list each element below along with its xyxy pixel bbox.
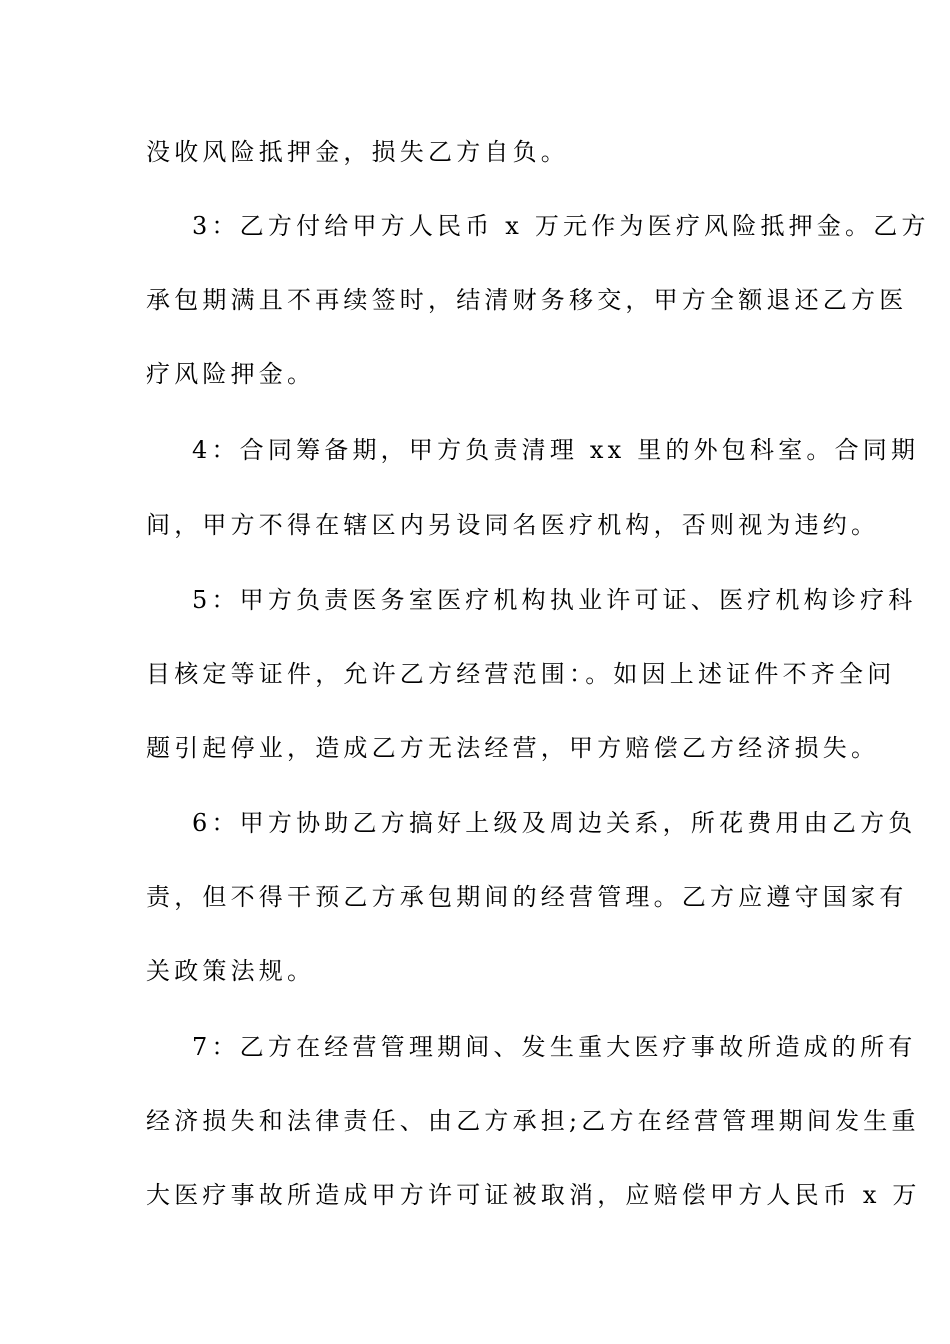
clause-5-line-3: 题引起停业，造成乙方无法经营，甲方赔偿乙方经济损失。 (146, 734, 880, 762)
clause-5-line-1: 5：甲方负责医务室医疗机构执业许可证、医疗机构诊疗科 (192, 586, 917, 614)
clause-6-line-2: 责，但不得干预乙方承包期间的经营管理。乙方应遵守国家有 (146, 883, 908, 911)
clause-6-line-3: 关政策法规。 (146, 957, 316, 985)
clause-3-line-1: 3：乙方付给甲方人民币 x 万元作为医疗风险抵押金。乙方 (192, 212, 930, 240)
clause-4-line-2: 间，甲方不得在辖区内另设同名医疗机构，否则视为违约。 (146, 511, 880, 539)
text-line: 没收风险抵押金，损失乙方自负。 (146, 138, 569, 166)
clause-7-line-2: 经济损失和法律责任、由乙方承担;乙方在经营管理期间发生重 (146, 1107, 920, 1135)
clause-4-line-1: 4：合同筹备期，甲方负责清理 xx 里的外包科室。合同期 (192, 436, 920, 464)
clause-5-line-2: 目核定等证件，允许乙方经营范围：。如因上述证件不齐全问 (146, 660, 896, 688)
clause-7-line-1: 7：乙方在经营管理期间、发生重大医疗事故所造成的所有 (192, 1033, 917, 1061)
clause-6-line-1: 6：甲方协助乙方搞好上级及周边关系，所花费用由乙方负 (192, 809, 917, 837)
clause-3-line-3: 疗风险押金。 (146, 360, 316, 388)
clause-3-line-2: 承包期满且不再续签时，结清财务移交，甲方全额退还乙方医 (146, 286, 908, 314)
clause-7-line-3: 大医疗事故所造成甲方许可证被取消，应赔偿甲方人民币 x 万 (146, 1181, 921, 1209)
